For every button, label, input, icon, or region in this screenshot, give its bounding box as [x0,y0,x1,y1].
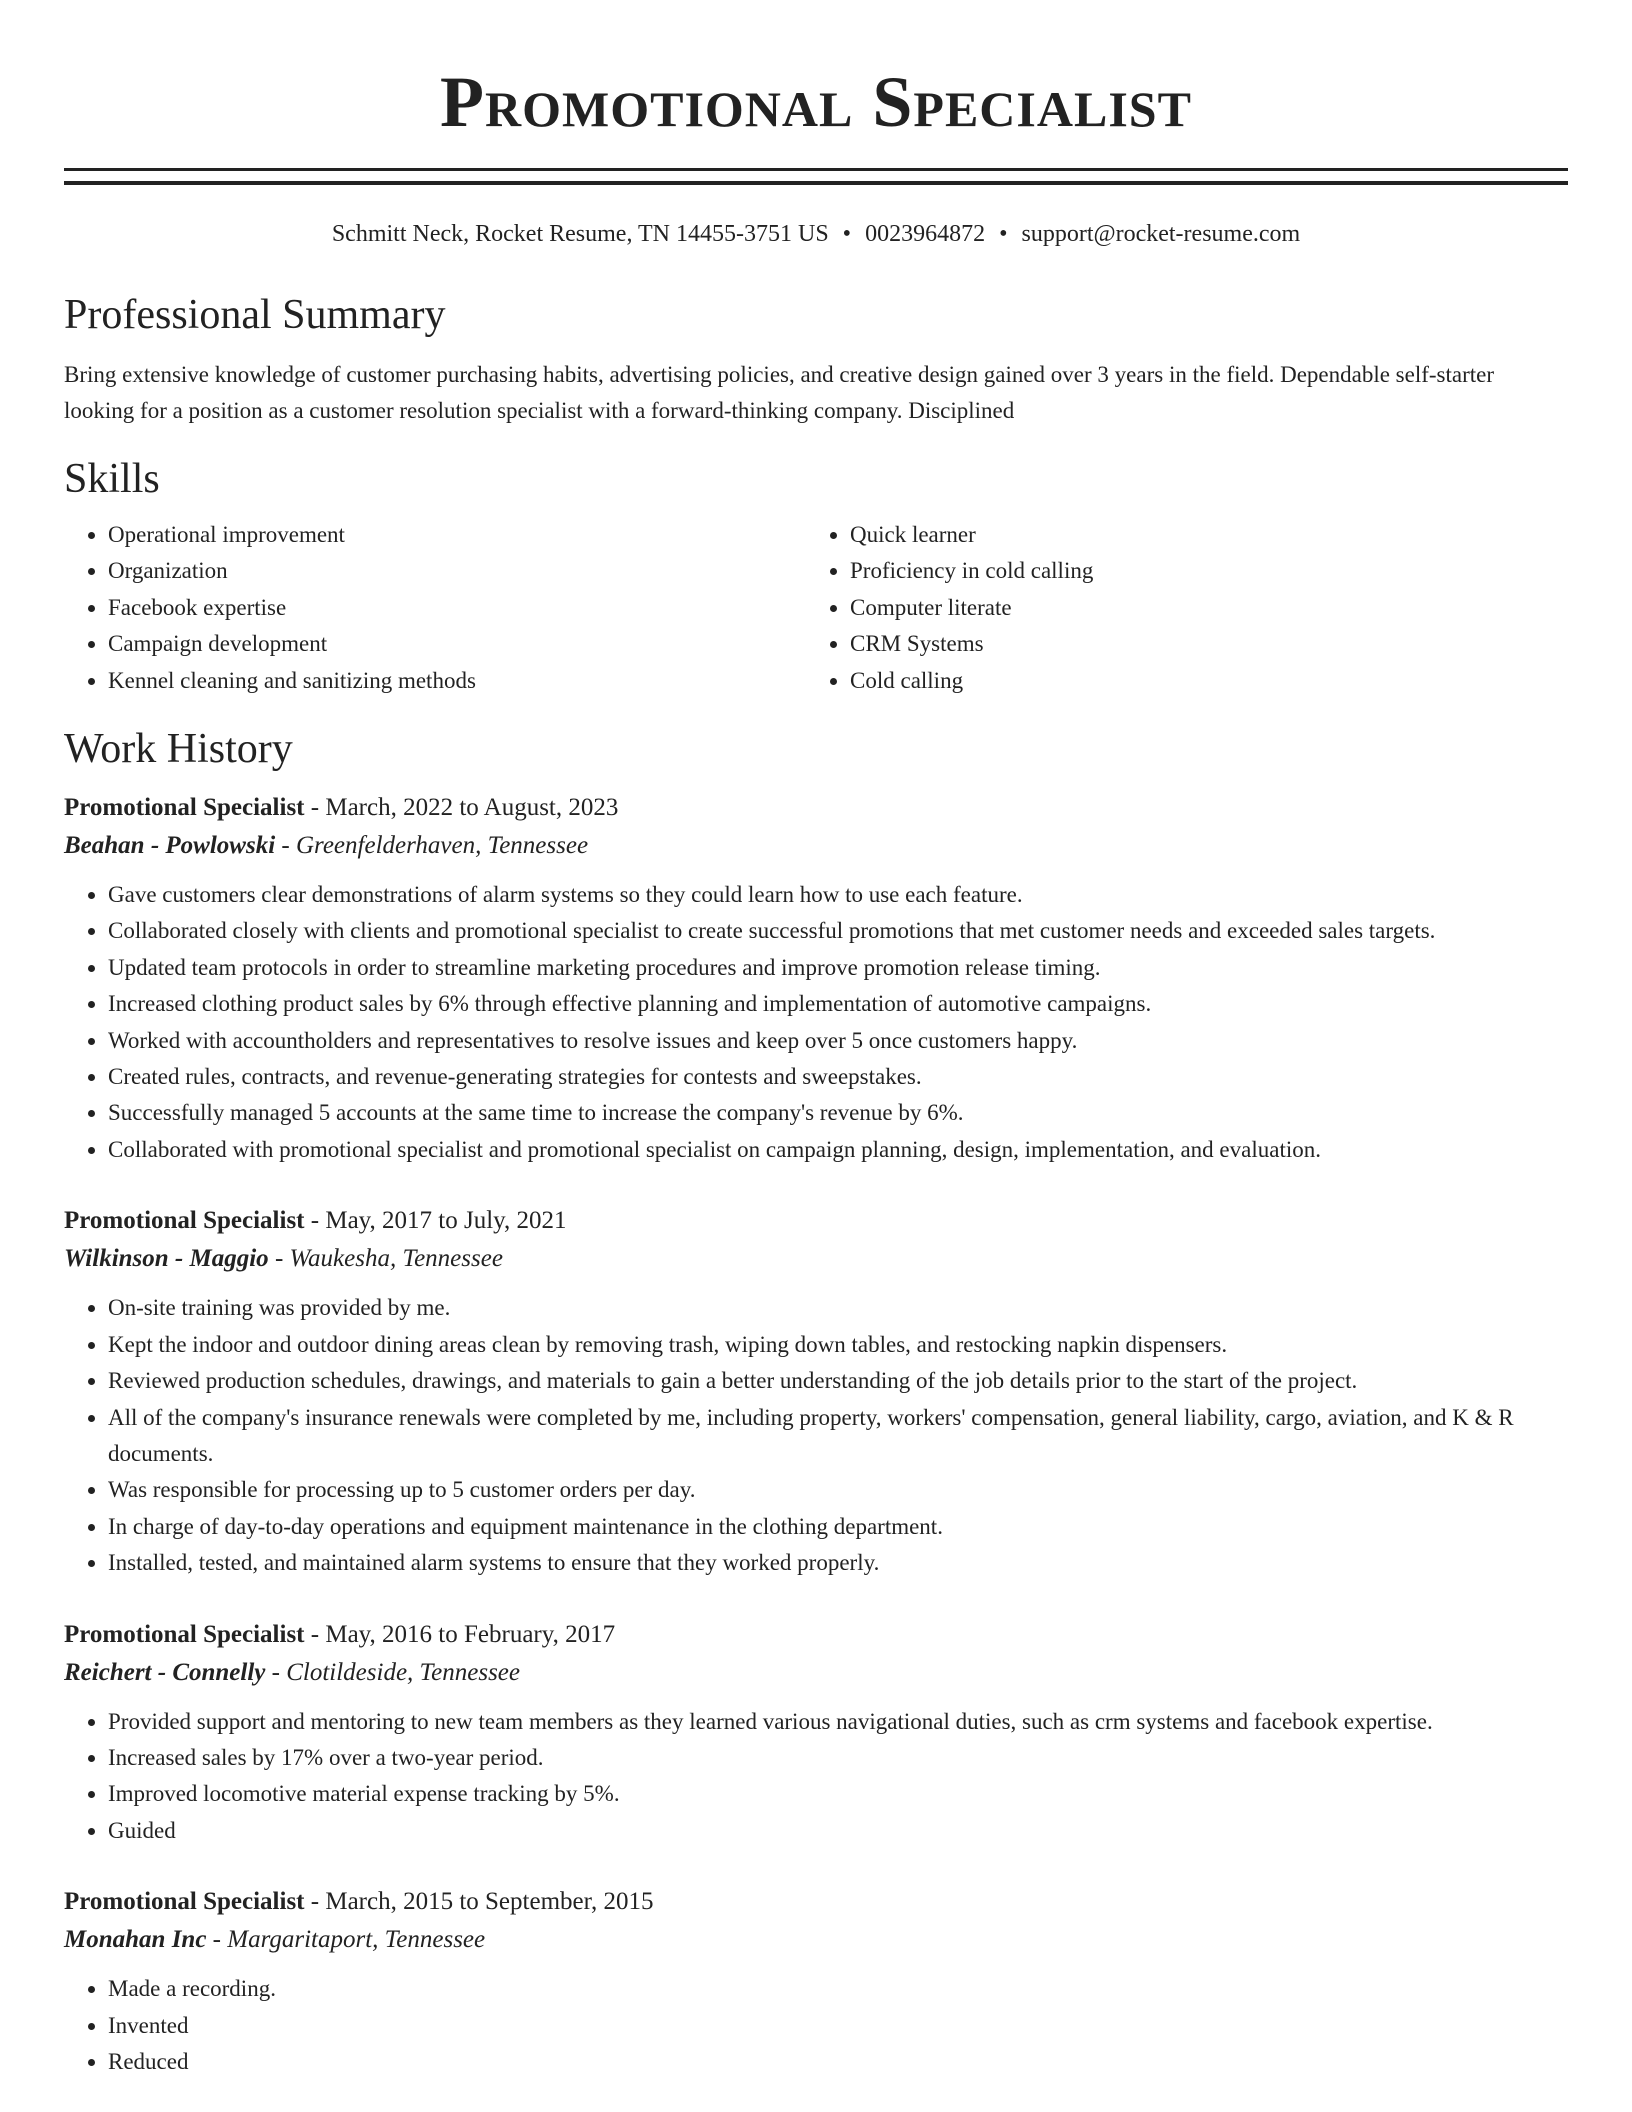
job-company: Beahan - Powlowski [64,832,276,860]
job-company-line [64,1921,1568,1959]
duty-item: • All of the company's insurance renewals were completed by me, including property, workers' compensation, general liability, cargo, aviation, and K & R documents. [108,1400,1568,1473]
skill-item: • Campaign development [108,626,806,662]
job-company: Wilkinson - Maggio [64,1245,269,1273]
skill-item: • Organization [108,553,806,589]
contact-line [64,219,1568,249]
duty-item: • Reduced [108,2044,1568,2080]
job-entry [64,1883,1568,2080]
duty-item: • Updated team protocols in order to streamline marketing procedures and improve promotion release timing. [108,950,1568,986]
summary-heading: Professional Summary [64,292,446,338]
duty-item: • On-site training was provided by me. [108,1290,1568,1326]
job-role: Promotional Specialist [64,1207,305,1235]
job-duties [64,1704,1568,1850]
duty-item: • Increased clothing product sales by 6% through effective planning and implementation of automotive campaigns. [108,986,1568,1022]
job-dates: - March, 2015 to September, 2015 [304,1888,654,1916]
duty-item: • Successfully managed 5 accounts at the same time to increase the company's revenue by 6%. [108,1095,1568,1131]
skill-item: • Cold calling [850,663,1566,699]
skill-item: • Operational improvement [108,517,806,553]
skill-item: • Kennel cleaning and sanitizing methods [108,663,806,699]
skill-item: • Quick learner [850,517,1566,553]
job-dates: - March, 2022 to August, 2023 [304,794,619,822]
job-dates: - May, 2016 to February, 2017 [304,1620,616,1648]
duty-item: • Reviewed production schedules, drawings, and materials to gain a better understanding of the job details prior to the start of the project. [108,1363,1568,1399]
duty-item: • Guided [108,1813,1568,1849]
job-duties [64,877,1568,1168]
skills-list [64,517,1568,699]
duty-item: • In charge of day-to-day operations and equipment maintenance in the clothing department. [108,1509,1568,1545]
duty-item: • Made a recording. [108,1971,1568,2007]
skills-column-left [64,517,806,699]
skills-heading: Skills [64,456,160,502]
duty-item: • Provided support and mentoring to new team members as they learned various navigational duties, such as crm systems and facebook expertise. [108,1704,1568,1740]
job-company: Reichert - Connelly [64,1658,266,1686]
job-entry [64,1616,1568,1850]
summary-text: Bring extensive knowledge of customer purchasing habits, advertising policies, and creative design gained over 3 years in the field. Dependable self-starter looking for a position as a customer resolution specialist with a forward-thinking company. Disciplined [64,362,1495,423]
skill-item: • Facebook expertise [108,590,806,626]
duty-item: • Kept the indoor and outdoor dining areas clean by removing trash, wiping down tables, and restocking napkin dispensers. [108,1327,1568,1363]
job-entry [64,1202,1568,1581]
skills-column-right [806,517,1566,699]
job-role: Promotional Specialist [64,1620,305,1648]
job-title-line [64,1616,1568,1654]
job-location: - Margaritaport, Tennessee [206,1926,486,1954]
work-history-heading: Work History [64,726,293,773]
duty-item: • Created rules, contracts, and revenue-generating strategies for contests and sweepstakes. [108,1059,1568,1095]
job-duties [64,1971,1568,2080]
job-location: - Waukesha, Tennessee [268,1245,503,1273]
duty-item: • Collaborated closely with clients and promotional specialist to create successful promotions that met customer needs and exceeded sales targets. [108,913,1568,949]
contact-separator: • [999,221,1008,247]
duty-item: • Invented [108,2008,1568,2044]
job-duties [64,1290,1568,1581]
job-company: Monahan Inc [64,1926,207,1954]
contact-email: support@rocket-resume.com [1021,221,1301,247]
job-title-line [64,1202,1568,1240]
job-location: - Clotildeside, Tennessee [265,1658,520,1686]
skill-item: • Proficiency in cold calling [850,553,1566,589]
skill-item: • CRM Systems [850,626,1566,662]
contact-separator: • [842,221,852,247]
job-role: Promotional Specialist [64,1888,305,1916]
duty-item: • Improved locomotive material expense tracking by 5%. [108,1776,1568,1812]
skill-item: • Computer literate [850,590,1566,626]
job-title-line [64,789,1568,827]
job-dates: - May, 2017 to July, 2021 [304,1207,567,1235]
contact-address: Schmitt Neck, Rocket Resume, TN 14455-3751 US [331,221,829,247]
title-divider [64,168,1568,185]
job-role: Promotional Specialist [64,794,305,822]
job-location: - Greenfelderhaven, Tennessee [275,832,589,860]
job-company-line [64,1240,1568,1278]
job-title-line [64,1883,1568,1921]
job-entry [64,789,1568,1168]
duty-item: • Installed, tested, and maintained alarm systems to ensure that they worked properly. [108,1545,1568,1581]
duty-item: • Worked with accountholders and representatives to resolve issues and keep over 5 once customers happy. [108,1023,1568,1059]
page-title: Promotional Specialist [440,62,1192,142]
duty-item: • Was responsible for processing up to 5 customer orders per day. [108,1472,1568,1508]
duty-item: • Collaborated with promotional specialist and promotional specialist on campaign planning, design, implementation, and evaluation. [108,1132,1568,1168]
job-company-line [64,827,1568,865]
contact-phone: 0023964872 [865,221,986,247]
duty-item: • Gave customers clear demonstrations of alarm systems so they could learn how to use each feature. [108,877,1568,913]
job-company-line [64,1654,1568,1692]
duty-item: • Increased sales by 17% over a two-year period. [108,1740,1568,1776]
